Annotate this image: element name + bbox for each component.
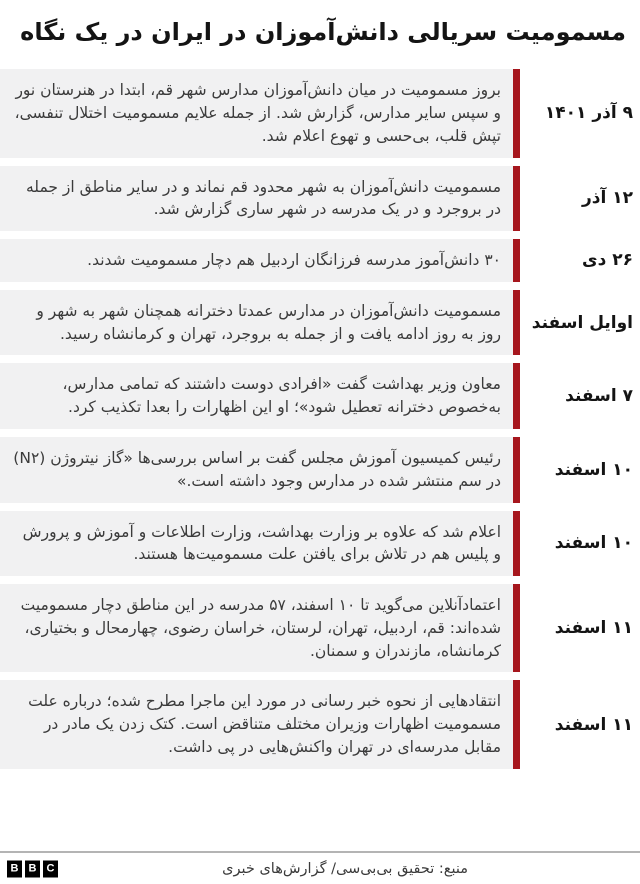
source-credit: منبع: تحقیق بی‌بی‌سی/ گزارش‌های خبری: [222, 860, 468, 877]
timeline-date: ۱۰ اسفند: [554, 459, 633, 480]
timeline-text: اعلام شد که علاوه بر وزارت بهداشت، وزارت اطلاعات و آموزش و پرورش و پلیس هم در تلاش برای یافتن علت مسمومیت‌ها هستند.: [0, 511, 513, 577]
timeline-text: معاون وزیر بهداشت گفت «افرادی دوست داشتند که تمامی مدارس، به‌خصوص دخترانه تعطیل شود»؛ او این اظهارات را بعدا تکذیب کرد.: [0, 363, 513, 429]
timeline-row: [0, 437, 640, 503]
timeline-text: رئیس کمیسیون آموزش مجلس گفت بر اساس بررسی‌ها «گاز نیتروژن (N۲) در سم منتشر شده در مدارس وجود داشته است.»: [0, 437, 513, 503]
bbc-logo-block: B: [7, 860, 22, 877]
timeline: [0, 69, 640, 769]
timeline-date: ۱۱ اسفند: [554, 618, 633, 639]
timeline-text: مسمومیت دانش‌آموزان به شهر محدود قم نماند و در سایر مناطق از جمله در بروجرد و در یک مدرسه در شهر ساری گزارش شد.: [0, 166, 513, 232]
timeline-date: اوایل اسفند: [531, 312, 633, 333]
timeline-marker-bar: [513, 166, 520, 232]
timeline-date: ۲۶ دی: [582, 250, 633, 271]
timeline-row: [0, 584, 640, 672]
timeline-row: [0, 166, 640, 232]
bbc-logo: [7, 860, 58, 877]
timeline-marker-bar: [513, 584, 520, 672]
timeline-row: [0, 290, 640, 356]
timeline-marker-bar: [513, 239, 520, 282]
timeline-marker-bar: [513, 511, 520, 577]
timeline-marker-bar: [513, 69, 520, 157]
bbc-logo-block: B: [25, 860, 40, 877]
timeline-marker-bar: [513, 680, 520, 768]
timeline-text: انتقادهایی از نحوه خبر رسانی در مورد این ماجرا مطرح شده؛ درباره علت مسمومیت اظهارات وزیران مختلف متناقض است. کتک زدن یک مادر در مقابل مدرسه‌ای در تهران واکنش‌هایی در پی داشت.: [0, 680, 513, 768]
footer: [0, 851, 640, 884]
timeline-text: ۳۰ دانش‌آموز مدرسه فرزانگان اردبیل هم دچار مسمومیت شدند.: [0, 239, 513, 282]
timeline-date: ۷ اسفند: [565, 386, 633, 407]
timeline-row: [0, 511, 640, 577]
timeline-date: ۱۰ اسفند: [554, 533, 633, 554]
timeline-text: مسمومیت دانش‌آموزان در مدارس عمدتا دخترانه همچنان شهر به شهر و روز به روز ادامه یافت و از جمله به بروجرد، تهران و کرمانشاه رسید.: [0, 290, 513, 356]
timeline-date: ۹ آذر ۱۴۰۱: [544, 103, 633, 124]
timeline-text: بروز مسمومیت در میان دانش‌آموزان مدارس شهر قم، ابتدا در هنرستان نور و سپس سایر مدارس، گزارش شد. از جمله علایم مسمومیت اختلال تنفسی، تپش قلب، بی‌حسی و تهوع اعلام شد.: [0, 69, 513, 157]
timeline-marker-bar: [513, 363, 520, 429]
timeline-row: [0, 680, 640, 768]
timeline-date: ۱۱ اسفند: [554, 714, 633, 735]
timeline-row: [0, 239, 640, 282]
bbc-logo-block: C: [43, 860, 58, 877]
timeline-date: ۱۲ آذر: [581, 188, 633, 209]
timeline-row: [0, 363, 640, 429]
timeline-marker-bar: [513, 437, 520, 503]
page-title: مسمومیت سریالی دانش‌آموزان در ایران در یک نگاه: [20, 18, 626, 46]
timeline-row: [0, 69, 640, 157]
timeline-text: اعتمادآنلاین می‌گوید تا ۱۰ اسفند، ۵۷ مدرسه در این مناطق دچار مسمومیت شده‌اند: قم، اردبیل، تهران، لرستان، خراسان رضوی، چهارمحال و بختیاری، کرمانشاه، مازندران و سمنان.: [0, 584, 513, 672]
timeline-marker-bar: [513, 290, 520, 356]
